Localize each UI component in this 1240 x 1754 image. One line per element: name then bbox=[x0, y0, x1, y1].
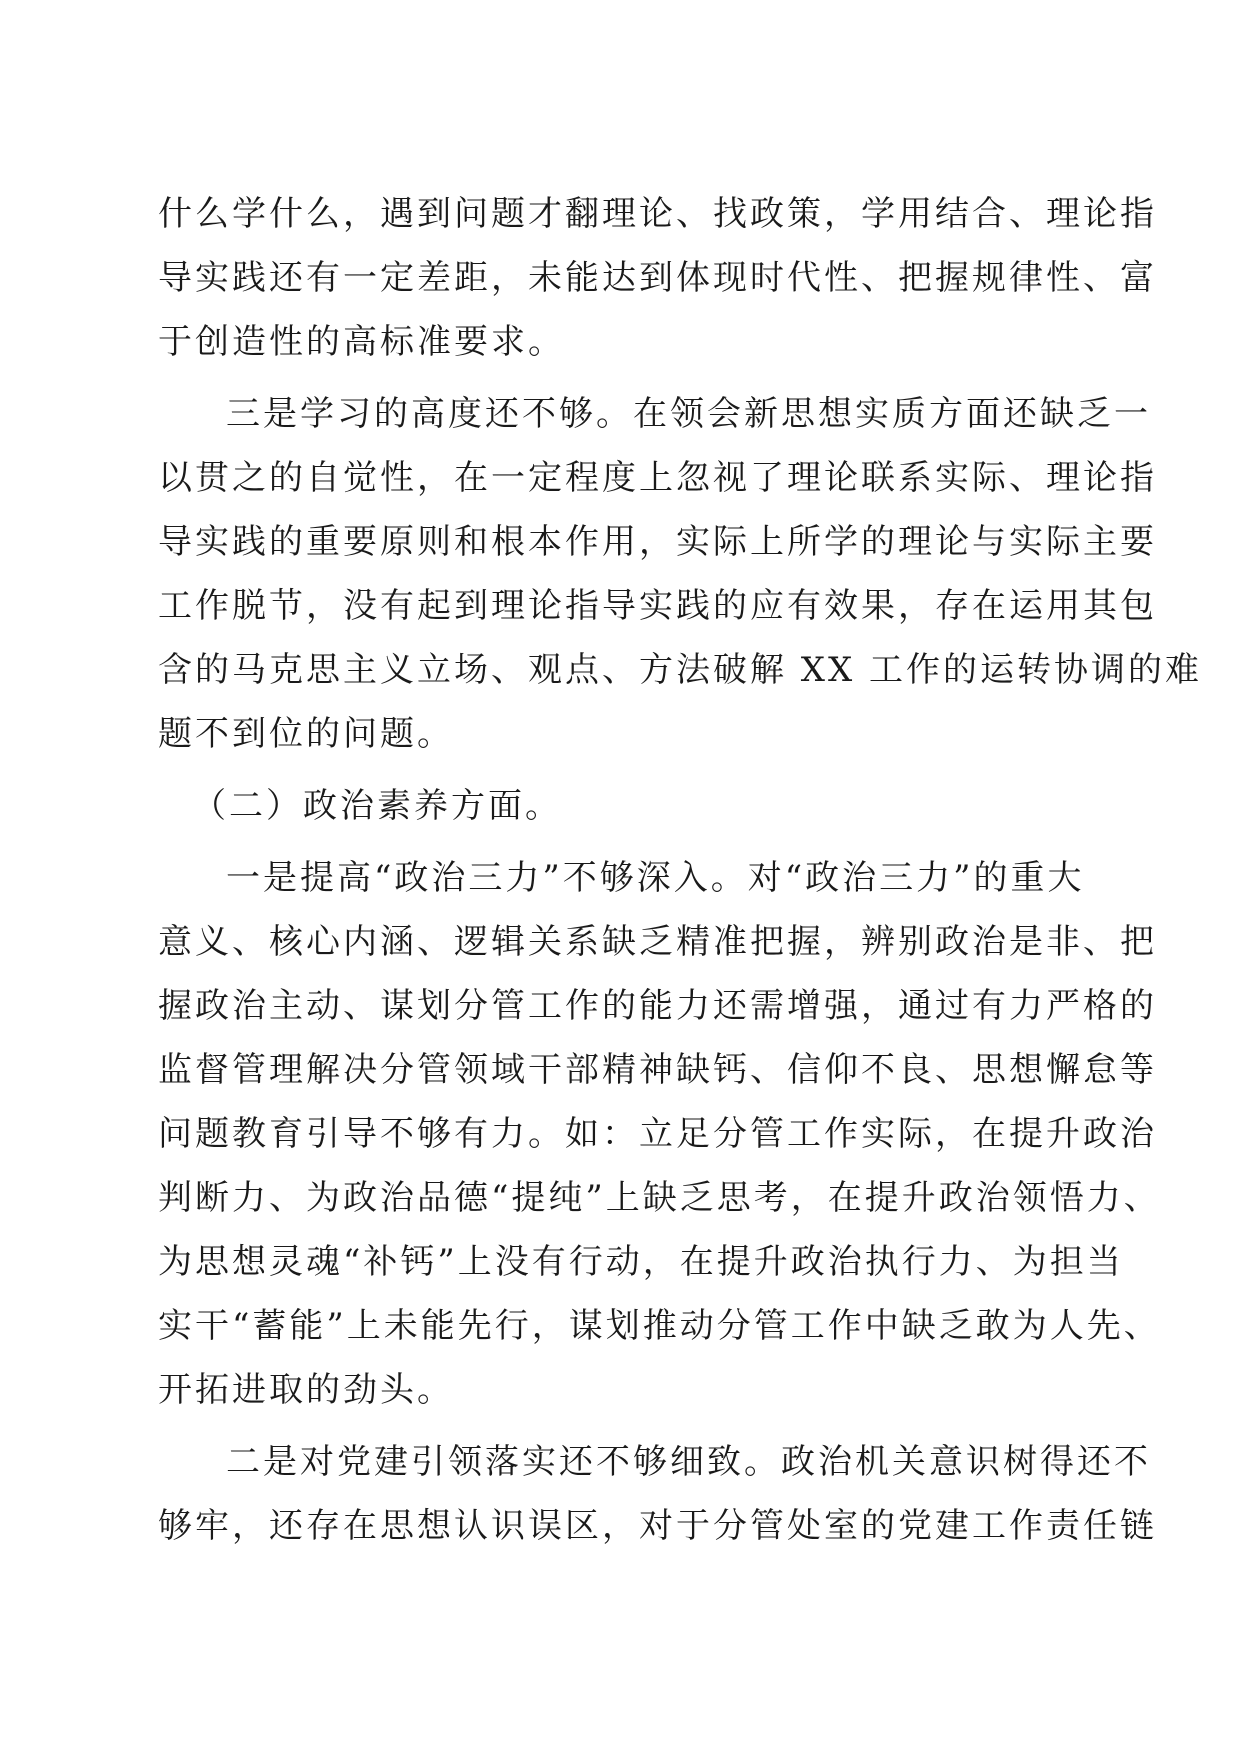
section-heading: （二）政治素养方面。 bbox=[192, 786, 562, 826]
text-line: 开拓进取的劲头。 bbox=[158, 1370, 454, 1410]
text-line: 实干“蓄能”上未能先行，谋划推动分管工作中缺乏敢为人先、 bbox=[158, 1306, 1161, 1346]
text-line: 为思想灵魂“补钙”上没有行动，在提升政治执行力、为担当 bbox=[158, 1242, 1124, 1282]
text-line: 导实践的重要原则和根本作用，实际上所学的理论与实际主要 bbox=[158, 522, 1157, 562]
document-body bbox=[158, 182, 1203, 1558]
paragraph-start-line: 一是提高“政治三力”不够深入。对“政治三力”的重大 bbox=[226, 858, 1085, 898]
text-line: 判断力、为政治品德“提纯”上缺乏思考，在提升政治领悟力、 bbox=[158, 1178, 1161, 1218]
text-line: 握政治主动、谋划分管工作的能力还需增强，通过有力严格的 bbox=[158, 986, 1157, 1026]
text-line: 以贯之的自觉性，在一定程度上忽视了理论联系实际、理论指 bbox=[158, 458, 1157, 498]
paragraph-start-line: 三是学习的高度还不够。在领会新思想实质方面还缺乏一 bbox=[226, 394, 1151, 434]
text-line: 什么学什么，遇到问题才翻理论、找政策，学用结合、理论指 bbox=[158, 194, 1157, 234]
text-line: 问题教育引导不够有力。如：立足分管工作实际，在提升政治 bbox=[158, 1114, 1157, 1154]
text-line: 工作脱节，没有起到理论指导实践的应有效果，存在运用其包 bbox=[158, 586, 1157, 626]
text-line: 监督管理解决分管领域干部精神缺钙、信仰不良、思想懈怠等 bbox=[158, 1050, 1157, 1090]
text-line: 含的马克思主义立场、观点、方法破解 XX 工作的运转协调的难 bbox=[158, 650, 1203, 690]
text-line: 题不到位的问题。 bbox=[158, 714, 454, 754]
text-line: 意义、核心内涵、逻辑关系缺乏精准把握，辨别政治是非、把 bbox=[158, 922, 1157, 962]
paragraph-start-line: 二是对党建引领落实还不够细致。政治机关意识树得还不 bbox=[226, 1442, 1151, 1482]
text-line: 导实践还有一定差距，未能达到体现时代性、把握规律性、富 bbox=[158, 258, 1157, 298]
text-line: 于创造性的高标准要求。 bbox=[158, 322, 565, 362]
text-line: 够牢，还存在思想认识误区，对于分管处室的党建工作责任链 bbox=[158, 1506, 1157, 1546]
